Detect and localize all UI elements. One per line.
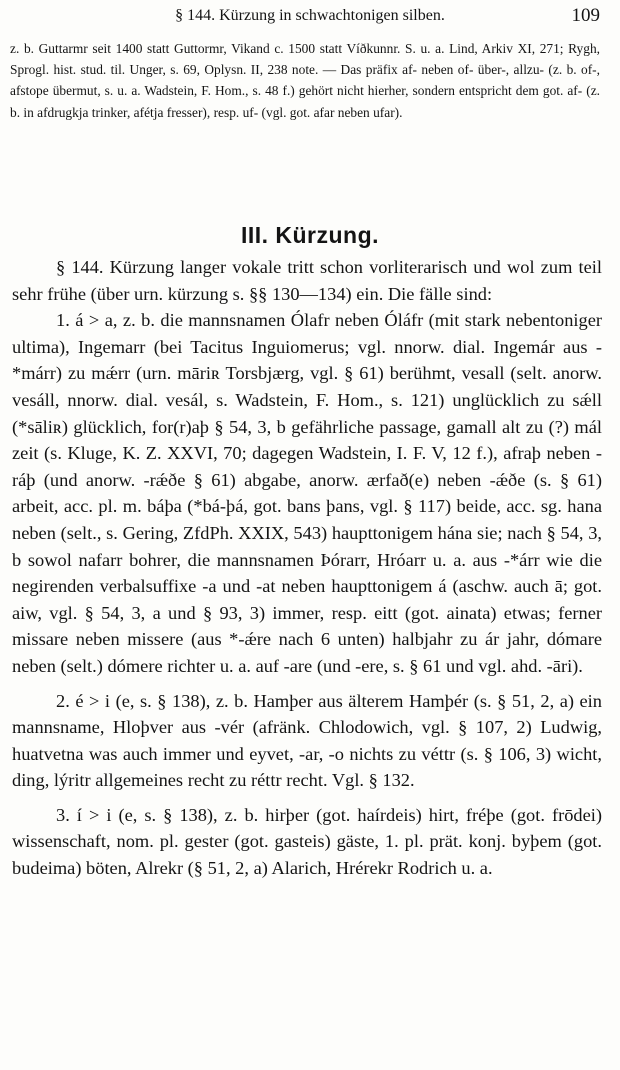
- footnote-text: z. b. Guttarmr seit 1400 statt Guttormr, Vikand c. 1500 statt Víðkunnr. S. u. a. Lind, Arkiv XI, 271; Rygh, Sprogl. hist. stud. til. Unger, s. 69, Oplysn. II, 238 note. — Das präfix af- neben of- über-, allzu- (z. b. of-, afstope übermut, s. u. a. Wadstein, F. Hom., s. 48 f.) gehört nicht hierher, sondern entspricht dem got. af- (z. b. in afdrugkja trinker, afétja fresser), resp. uf- (vgl. got. afar neben ufar).: [10, 41, 600, 120]
- footnote-block: [10, 38, 600, 123]
- main-text: [12, 254, 602, 882]
- running-head: [12, 4, 608, 28]
- page-number: 109: [571, 5, 600, 26]
- paragraph-case-2: 2. é > i (e, s. § 138), z. b. Hamþer aus älterem Hamþér (s. § 51, 2, a) ein mannsname, Hloþver aus -vér (afränk. Chlodowich, vgl. § 107, 2) Ludwig, huatvetna was auch immer und eyvet, -ar, -o nichts zu véttr (s. § 106, 3) wicht, ding, lýritr allgemeines recht zu réttr recht. Vgl. § 132.: [12, 690, 602, 791]
- paragraph-case-1: 1. á > a, z. b. die mannsnamen Ólafr neben Óláfr (mit stark nebentoniger ultima), Ingemarr (bei Tacitus Inguiomerus; vgl. nnorw. dial. Ingemár aus -*márr) zu mǽrr (urn. māriʀ Torsbjærg, vgl. § 61) berühmt, vesall (selt. anorw. vesáll, nnorw. dial. vesál, s. Wadstein, F. Hom., s. 121) unglücklich zu sǽll (*sāliʀ) glücklich, for(r)aþ § 54, 3, b gefährliche passage, gamall alt zu (?) mál zeit (s. Kluge, K. Z. XXVI, 70; dagegen Wadstein, I. F. V, 12 f.), afraþ neben -ráþ (und anorw. -rǽðe § 61) abgabe, anorw. ærfað(e) neben -ǽðe (s. § 61) arbeit, acc. pl. m. báþa (*bá-þá, got. bans þans, vgl. § 117) beide, acc. sg. hana neben (selt., s. Gering, ZfdPh. XXIX, 543) haupttonigem hána sie; nach § 54, 3, b sowol nafarr bohrer, die mannsnamen Þórarr, Hróarr u. a. aus -*árr wie die negirenden verbalsuffixe -a und -at neben haupttonigem á (aschw. auch ā; got. aiw, vgl. § 54, 3, a und § 93, 3) immer, resp. eitt (got. ainata) etwas; ferner missare neben missere (aus *-ǽre nach 6 unten) halbjahr zu ár jahr, dómare neben (selt.) dómere richter u. a. auf -are (und -ere, s. § 61 und vgl. ahd. -āri).: [12, 310, 602, 676]
- paragraph-case-3: 3. í > i (e, s. § 138), z. b. hirþer (got. haírdeis) hirt, fréþe (got. frōdei) wissenschaft, nom. pl. gester (got. gasteis) gäste, 1. pl. prät. konj. byþem (got. budeima) böten, Alrekr (§ 51, 2, a) Alarich, Hrérekr Rodrich u. a.: [12, 804, 602, 879]
- paragraph-section-144: § 144. Kürzung langer vokale tritt schon vorliterarisch und wol zum teil sehr frühe (über urn. kürzung s. §§ 130—134) ein. Die fälle sind:: [12, 257, 602, 304]
- chapter-heading: III. Kürzung.: [240, 222, 380, 248]
- running-head-title: § 144. Kürzung in schwachtonigen silben.: [175, 7, 445, 24]
